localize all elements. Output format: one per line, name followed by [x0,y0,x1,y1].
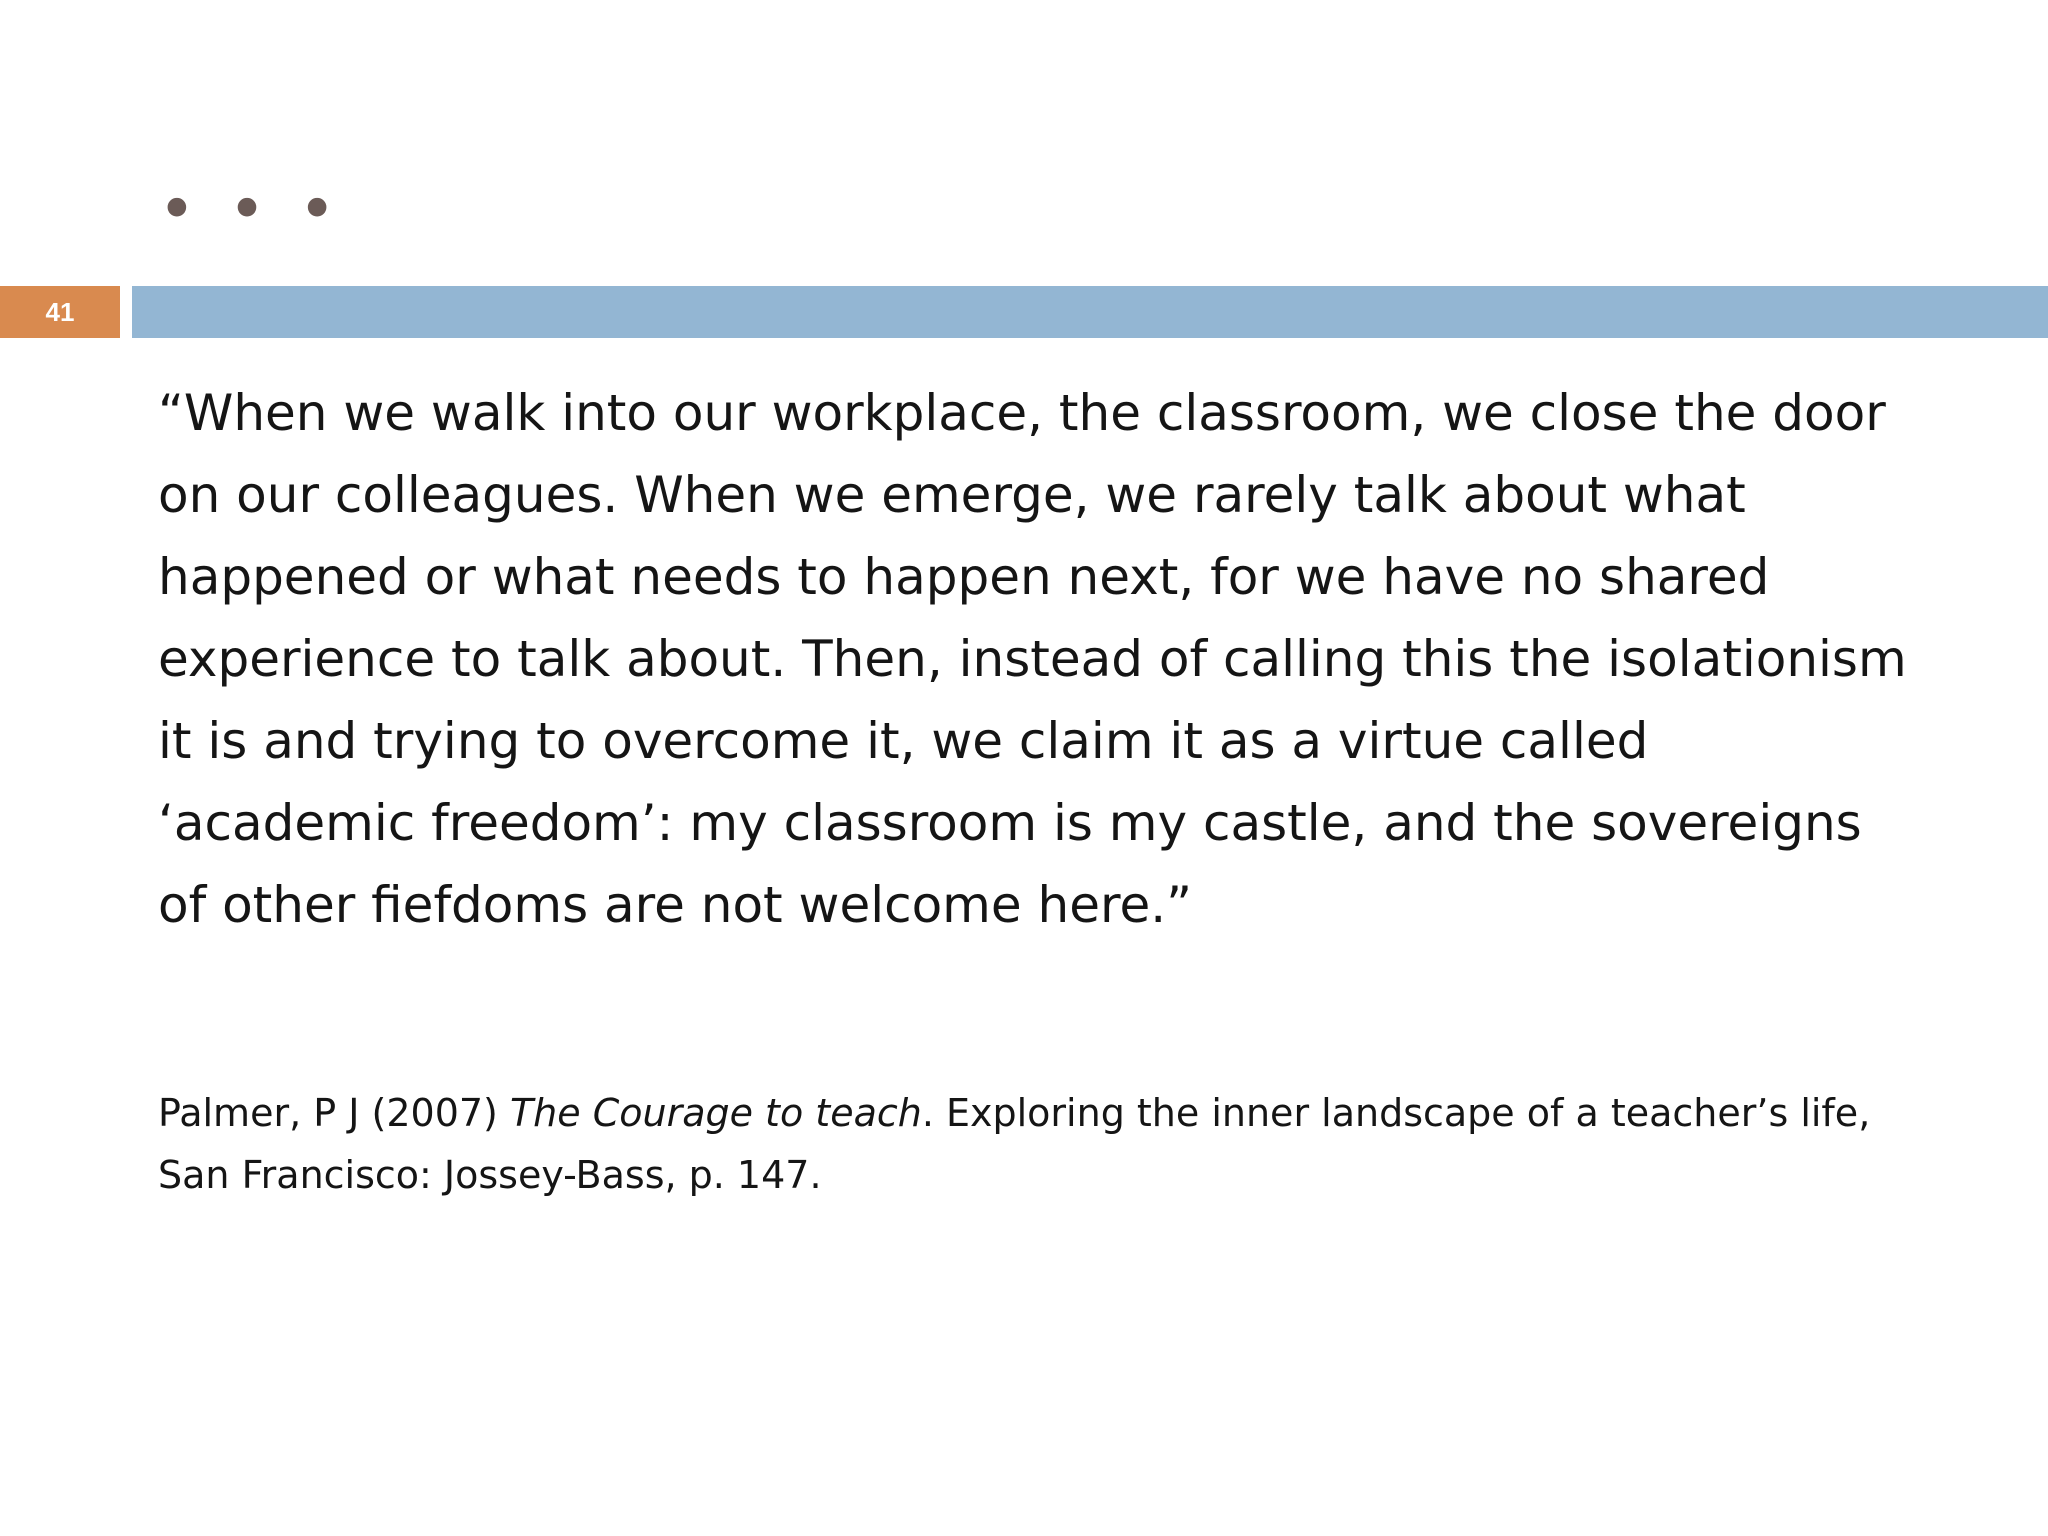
citation-suffix: . Exploring the inner landscape of a teacher’s life, San Francisco: Jossey-Bass, p. 147. [158,1091,1871,1197]
citation-book-title: The Courage to teach [509,1091,922,1135]
slide-title: • • • [158,173,342,247]
slide-number-badge [0,286,120,338]
citation-prefix: Palmer, P J (2007) [158,1091,510,1135]
header-bar [132,286,2048,338]
citation [158,1082,1918,1206]
quote-text: “When we walk into our workplace, the classroom, we close the door on our colleagues. When we emerge, we rarely talk about what happened or what needs to happen next, for we have no shared experience to talk about. Then, instead of calling this the isolationism it is and trying to overcome it, we claim it as a virtue called ‘academic freedom’: my classroom is my castle, and the sovereigns of other fiefdoms are not welcome here.” [158,384,1907,934]
slide-number: 41 [45,297,75,327]
